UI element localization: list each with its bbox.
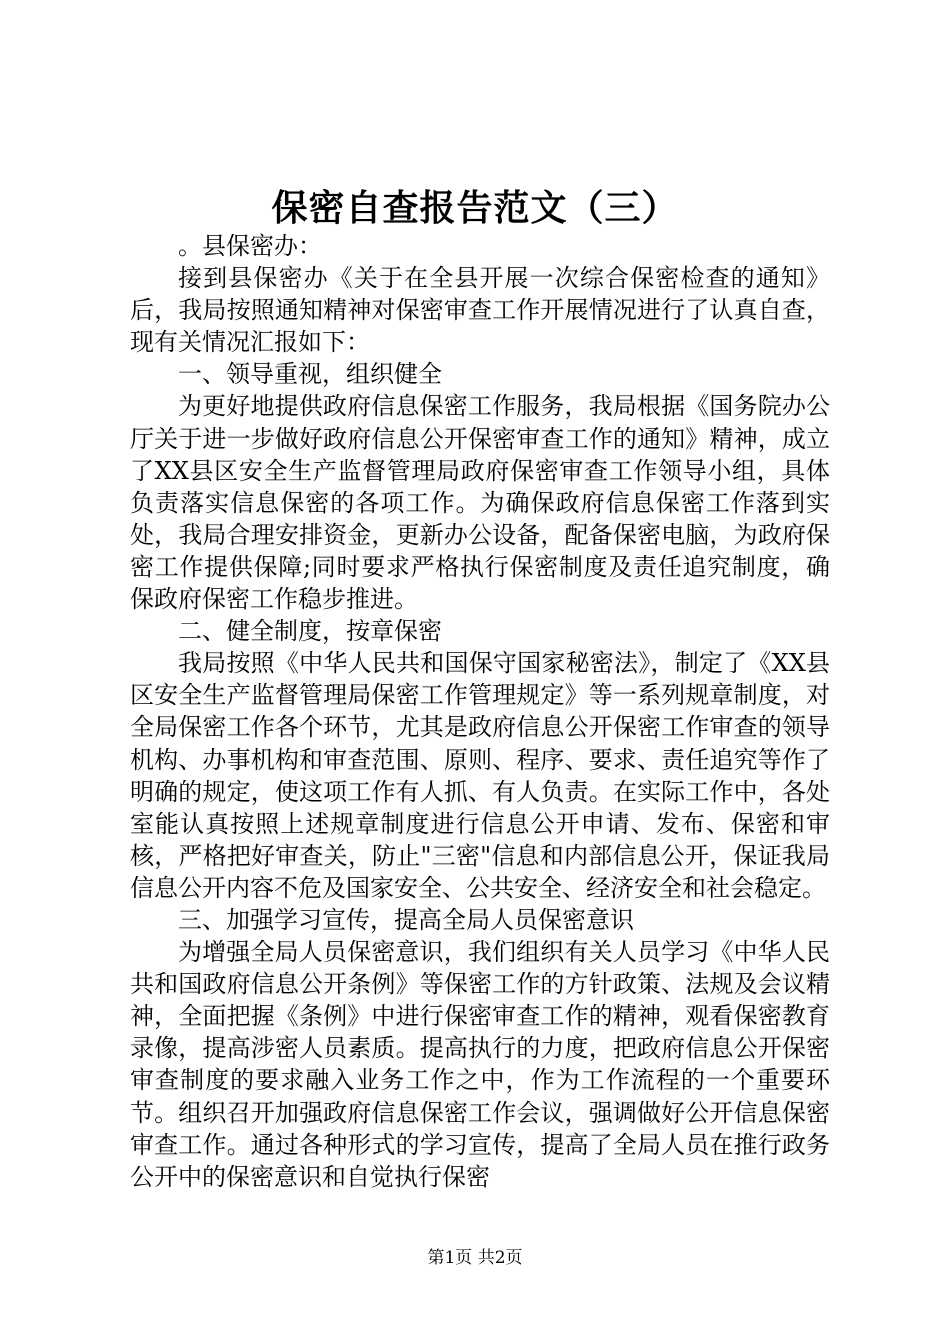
paragraph-section-2: 我局按照《中华人民共和国保守国家秘密法》，制定了《XX县区安全生产监督管理局保密工作管理规定》等一系列规章制度，对全局保密工作各个环节，尤其是政府信息公开保密工作审查的领导机构、办事机构和审查范围、原则、程序、要求、责任追究等作了明确的规定，使这项工作有人抓、有人负责。在实际工作中，各处室能认真按照上述规章制度进行信息公开申请、发布、保密和审核，严格把好审查关，防止"三密"信息和内部信息公开，保证我局信息公开内容不危及国家安全、公共安全、经济安全和社会稳定。: [130, 649, 830, 902]
page-number: 第1页 共2页: [427, 1248, 523, 1268]
section-heading-1: 一、领导重视，组织健全: [178, 360, 442, 389]
paragraph-salutation: 。县保密办：: [178, 232, 322, 260]
paragraph-section-3: 为增强全局人员保密意识，我们组织有关人员学习《中华人民共和国政府信息公开条例》等保密工作的方针政策、法规及会议精神，全面把握《条例》中进行保密审查工作的精神，观看保密教育录像，提高涉密人员素质。提高执行的力度，把政府信息公开保密审查制度的要求融入业务工作之中，作为工作流程的一个重要环节。组织召开加强政府信息保密工作会议，强调做好公开信息保密审查工作。通过各种形式的学习宣传，提高了全局人员在推行政务公开中的保密意识和自觉执行保密: [130, 938, 830, 1191]
paragraph-intro: 接到县保密办《关于在全县开展一次综合保密检查的通知》后，我局按照通知精神对保密审查工作开展情况进行了认真自查，现有关情况汇报如下：: [130, 264, 830, 357]
section-heading-2: 二、健全制度，按章保密: [178, 617, 442, 646]
document-title: 保密自查报告范文（三）: [271, 187, 679, 229]
section-heading-3: 三、加强学习宣传，提高全局人员保密意识: [178, 905, 634, 934]
document-body: [130, 230, 830, 1193]
paragraph-section-1: 为更好地提供政府信息保密工作服务，我局根据《国务院办公厅关于进一步做好政府信息公开保密审查工作的通知》精神，成立了XX县区安全生产监督管理局政府保密审查工作领导小组，具体负责落实信息保密的各项工作。为确保政府信息保密工作落到实处，我局合理安排资金，更新办公设备，配备保密电脑，为政府保密工作提供保障;同时要求严格执行保密制度及责任追究制度，确保政府保密工作稳步推进。: [130, 392, 830, 614]
